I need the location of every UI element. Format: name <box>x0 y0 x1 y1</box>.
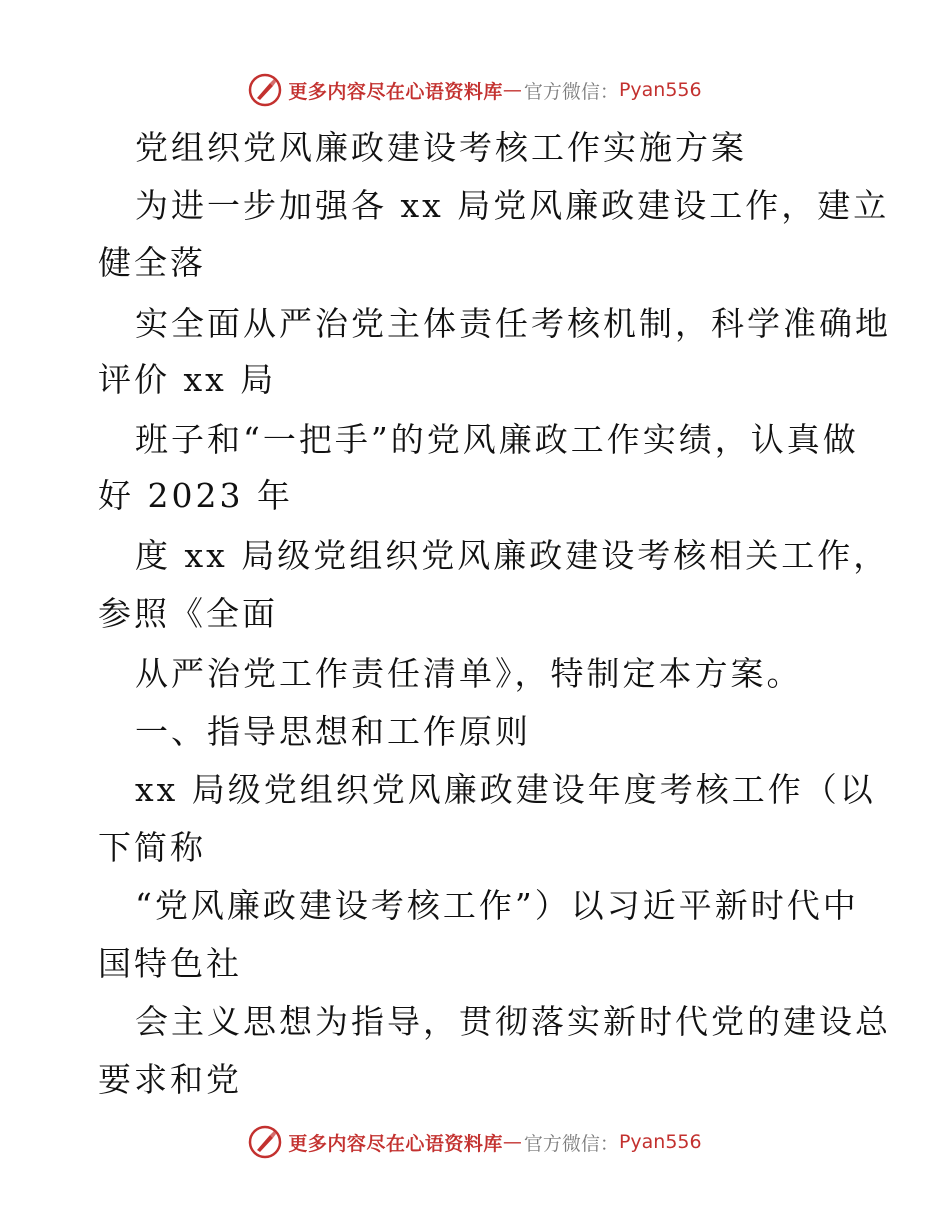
banner-promo-text: 更多内容尽在心语资料库 <box>288 80 503 103</box>
paragraph-line: 好 2023 年 <box>98 476 293 515</box>
paragraph-line: 要求和党 <box>98 1060 242 1099</box>
paragraph-line: 班子和“一把手”的党风廉政工作实绩，认真做 <box>135 420 859 459</box>
document-title: 党组织党风廉政建设考核工作实施方案 <box>135 128 747 167</box>
banner-wechat-id: Pyan556 <box>618 1131 702 1153</box>
banner-dash: — <box>502 79 522 101</box>
paragraph-line: “党风廉政建设考核工作”）以习近平新时代中 <box>135 886 859 925</box>
quill-pen-seal-icon <box>248 1125 282 1159</box>
banner-dash: — <box>502 1131 522 1153</box>
paragraph-line: 从严治党工作责任清单》，特制定本方案。 <box>135 654 803 693</box>
footer-watermark-banner <box>0 1122 950 1162</box>
paragraph-line: 评价 xx 局 <box>98 360 277 399</box>
paragraph-line: 参照《全面 <box>98 594 278 633</box>
banner-wechat-label: 官方微信： <box>523 80 619 103</box>
paragraph-line: 健全落 <box>98 243 206 282</box>
paragraph-line: 会主义思想为指导，贯彻落实新时代党的建设总 <box>135 1002 891 1041</box>
paragraph-line: 下简称 <box>98 828 206 867</box>
section-heading: 一、指导思想和工作原则 <box>135 712 531 751</box>
paragraph-line: xx 局级党组织党风廉政建设年度考核工作（以 <box>135 770 876 809</box>
paragraph-line: 度 xx 局级党组织党风廉政建设考核相关工作， <box>135 536 890 575</box>
paragraph-line: 国特色社 <box>98 944 242 983</box>
paragraph-line: 实全面从严治党主体责任考核机制，科学准确地 <box>135 304 891 343</box>
paragraph-line: 为进一步加强各 xx 局党风廉政建设工作，建立 <box>135 186 890 225</box>
banner-wechat-label: 官方微信： <box>523 1132 619 1155</box>
banner-wechat-id: Pyan556 <box>618 79 702 101</box>
banner-promo-text: 更多内容尽在心语资料库 <box>288 1132 503 1155</box>
